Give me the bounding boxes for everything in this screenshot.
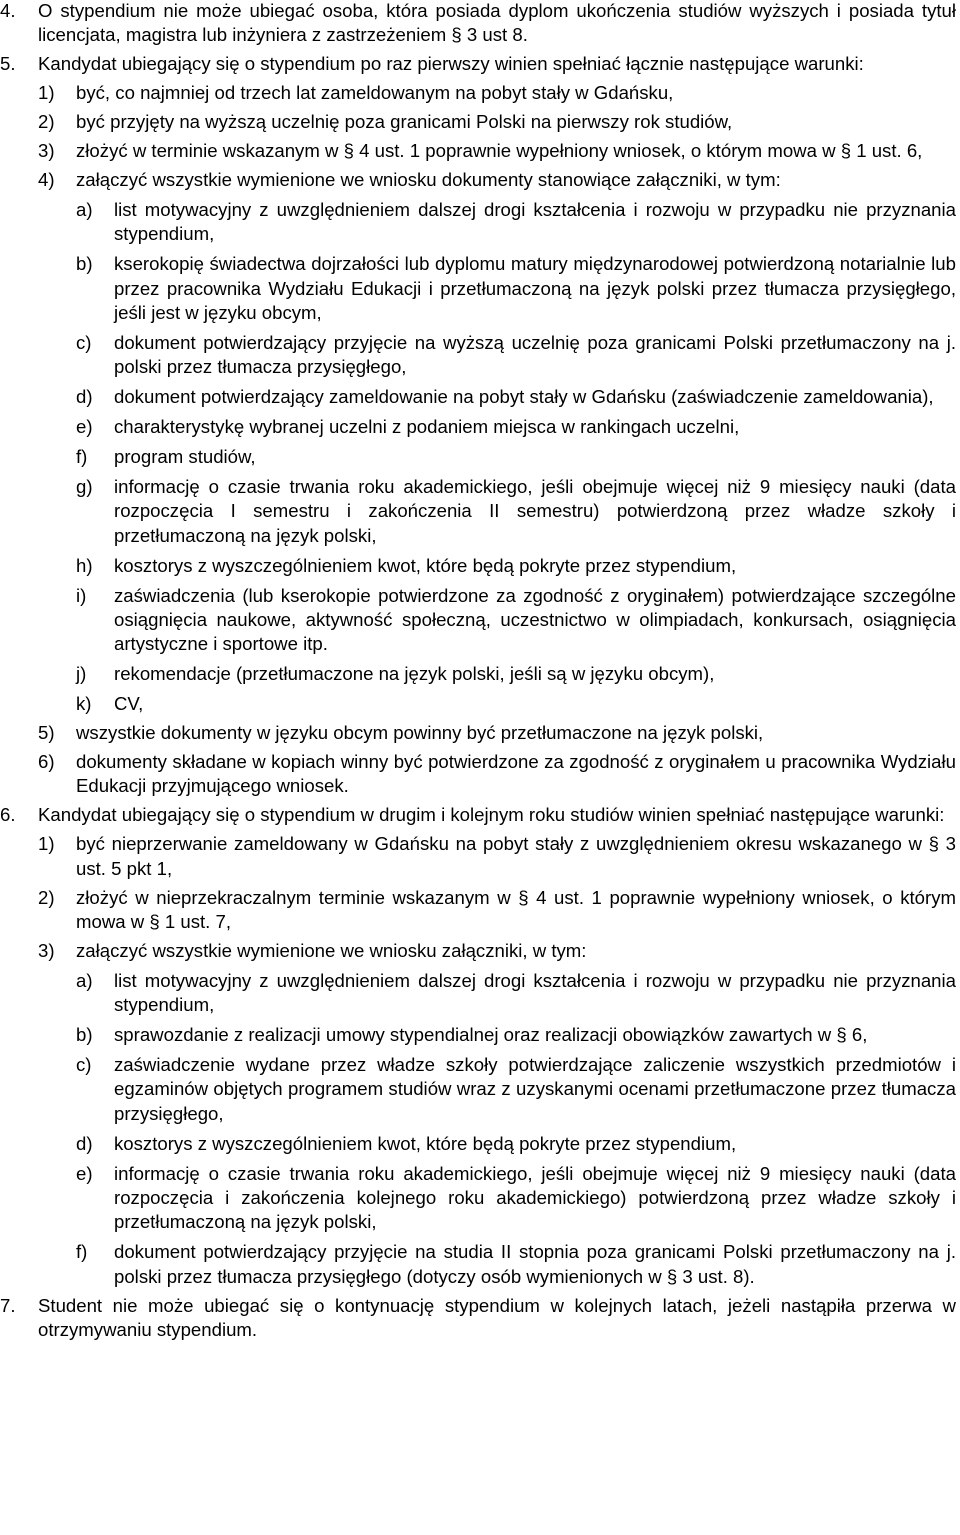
sub-list-item <box>76 445 956 469</box>
paragraph-number: 5. <box>0 53 16 75</box>
sub-list-item-text: CV, <box>114 693 144 715</box>
sub-list-item-letter: j) <box>76 663 87 685</box>
sub-list-item-text: list motywacyjny z uwzględnieniem dalszej drogi kształcenia i rozwoju w przypadku nie przyznania stypendium, <box>114 198 956 245</box>
list-item-number: 6) <box>38 750 55 772</box>
list-item <box>38 832 956 881</box>
sub-list-item <box>76 554 956 578</box>
paragraph-7 <box>0 1294 956 1343</box>
list-item-text: być przyjęty na wyższą uczelnię poza granicami Polski na pierwszy rok studiów, <box>76 111 733 133</box>
paragraph-number: 4. <box>0 0 16 21</box>
paragraph-6 <box>0 803 956 827</box>
sub-list-item-text: zaświadczenia (lub kserokopie potwierdzone za zgodność z oryginałem) potwierdzające szczególne osiągnięcia naukowe, aktywność społeczną, uczestnictwo w olimpiadach, konkursach, osiągnięcia artystyczne i sportowe itp. <box>114 584 956 655</box>
list-item-text: być, co najmniej od trzech lat zameldowanym na pobyt stały w Gdańsku, <box>76 82 674 104</box>
sub-list-item-text: program studiów, <box>114 446 256 467</box>
paragraph-4 <box>0 0 956 48</box>
sub-list-item-text: kosztorys z wyszczególnieniem kwot, które będą pokryte przez stypendium, <box>114 1132 737 1154</box>
paragraph-number: 6. <box>0 804 16 826</box>
list-item <box>38 168 956 192</box>
sub-list-item-letter: b) <box>76 253 93 275</box>
sub-list-item <box>76 1132 956 1156</box>
list-item-number: 2) <box>38 111 55 133</box>
sub-list-item-letter: d) <box>76 386 93 408</box>
sub-list-item-text: zaświadczenie wydane przez władze szkoły potwierdzające zaliczenie wszystkich przedmiotów i egzaminów objętych programem studiów wraz z uzyskanymi ocenami przetłumaczone przez tłumacza przysięgłego, <box>114 1053 956 1124</box>
sub-list-item <box>76 1053 956 1126</box>
list-item-number: 1) <box>38 833 55 855</box>
sub-list-item <box>76 584 956 657</box>
sub-list-item-text: list motywacyjny z uwzględnieniem dalszej drogi kształcenia i rozwoju w przypadku nie przyznania stypendium, <box>114 969 956 1016</box>
list-item-number: 3) <box>38 140 55 162</box>
sub-list-item-letter: h) <box>76 554 93 576</box>
sub-list-item <box>76 1162 956 1235</box>
sub-list-item-text: dokument potwierdzający przyjęcie na wyższą uczelnię poza granicami Polski przetłumaczony na j. polski przez tłumacza przysięgłego, <box>114 331 956 378</box>
sub-list-item-letter: f) <box>76 1241 88 1263</box>
sub-list-item <box>76 385 956 409</box>
sub-list-item-text: informację o czasie trwania roku akademickiego, jeśli obejmuje więcej niż 9 miesięcy nauki (data rozpoczęcia I semestru i zakończenia II semestru) potwierdzoną przez władze szkoły i przetłumaczoną na język polski, <box>114 475 956 546</box>
sub-list-item-text: kosztorys z wyszczególnieniem kwot, które będą pokryte przez stypendium, <box>114 554 737 576</box>
sub-list-item <box>76 662 956 686</box>
paragraph-text: Student nie może ubiegać się o kontynuację stypendium w kolejnych latach, jeżeli nastąpiła przerwa w otrzymywaniu stypendium. <box>38 1294 956 1340</box>
list-item-number: 2) <box>38 886 55 908</box>
sub-list-item-letter: f) <box>76 446 88 467</box>
list-item-number: 1) <box>38 82 55 104</box>
sub-list-item-letter: e) <box>76 416 93 438</box>
sub-list-item <box>76 331 956 380</box>
sub-list-item-letter: c) <box>76 1053 92 1075</box>
list-item <box>38 110 956 134</box>
sub-list-item <box>76 415 956 439</box>
paragraph-number: 7. <box>0 1294 16 1316</box>
list-item-text: być nieprzerwanie zameldowany w Gdańsku na pobyt stały z uwzględnieniem okresu wskazanego w § 3 ust. 5 pkt 1, <box>76 833 956 879</box>
sub-list-item-text: dokument potwierdzający zameldowanie na pobyt stały w Gdańsku (zaświadczenie zameldowania), <box>114 386 934 408</box>
sub-list-item-text: dokument potwierdzający przyjęcie na studia II stopnia poza granicami Polski przetłumaczony na j. polski przez tłumacza przysięgłego (dotyczy osób wymienionych w § 3 ust. 8). <box>114 1241 956 1287</box>
sub-list-item <box>76 252 956 325</box>
sub-list-item-letter: c) <box>76 331 92 353</box>
list-item <box>38 886 956 935</box>
sub-list-item <box>76 1240 956 1289</box>
sub-list-item <box>76 475 956 548</box>
sub-list-item <box>76 1023 956 1047</box>
list-item-text: załączyć wszystkie wymienione we wniosku dokumenty stanowiące załączniki, w tym: <box>76 168 781 190</box>
list-item-number: 3) <box>38 939 55 961</box>
sub-list-item-letter: b) <box>76 1024 93 1046</box>
list-item-number: 5) <box>38 722 55 744</box>
paragraph-5 <box>0 52 956 76</box>
sub-list-item <box>76 969 956 1018</box>
sub-list-item-text: charakterystykę wybranej uczelni z podaniem miejsca w rankingach uczelni, <box>114 416 740 438</box>
list-item-text: dokumenty składane w kopiach winny być potwierdzone za zgodność z oryginałem u pracownika Wydziału Edukacji przyjmującego wniosek. <box>76 750 956 797</box>
list-item <box>38 81 956 105</box>
sub-list-item-letter: d) <box>76 1132 93 1154</box>
list-item-text: wszystkie dokumenty w języku obcym powinny być przetłumaczone na język polski, <box>76 722 764 744</box>
list-item-text: załączyć wszystkie wymienione we wniosku załączniki, w tym: <box>76 939 587 961</box>
sub-list-item-letter: a) <box>76 198 93 220</box>
list-item-number: 4) <box>38 168 55 190</box>
sub-list-item-text: rekomendacje (przetłumaczone na język polski, jeśli są w języku obcym), <box>114 663 715 685</box>
sub-list-item-letter: a) <box>76 969 93 991</box>
sub-list-item <box>76 198 956 247</box>
paragraph-text: O stypendium nie może ubiegać osoba, która posiada dyplom ukończenia studiów wyższych i posiada tytuł licencjata, magistra lub inżyniera z zastrzeżeniem § 3 ust 8. <box>38 0 956 46</box>
sub-list-item-letter: k) <box>76 693 92 715</box>
list-item <box>38 750 956 799</box>
paragraph-text: Kandydat ubiegający się o stypendium w drugim i kolejnym roku studiów winien spełniać następujące warunki: <box>38 804 945 826</box>
sub-list-item-text: kserokopię świadectwa dojrzałości lub dyplomu matury międzynarodowej potwierdzoną notarialnie lub przez pracownika Wydziału Edukacji i przetłumaczoną na język polski przez tłumacza przysięgłego, jeśli jest w języku obcym, <box>114 253 956 323</box>
paragraph-text: Kandydat ubiegający się o stypendium po raz pierwszy winien spełniać łącznie następujące warunki: <box>38 53 864 75</box>
sub-list-item-letter: i) <box>76 584 87 606</box>
list-item-text: złożyć w nieprzekraczalnym terminie wskazanym w § 4 ust. 1 poprawnie wypełniony wniosek, o którym mowa w § 1 ust. 7, <box>76 886 956 932</box>
sub-list-item-text: informację o czasie trwania roku akademickiego, jeśli obejmuje więcej niż 9 miesięcy nauki (data rozpoczęcia i zakończenia kolejnego roku akademickiego) potwierdzoną przez władze szkoły i przetłumaczoną na język polski, <box>114 1162 956 1233</box>
list-item <box>38 721 956 745</box>
sub-list-item-text: sprawozdanie z realizacji umowy stypendialnej oraz realizacji obowiązków zawartych w § 6, <box>114 1024 868 1046</box>
sub-list-item-letter: g) <box>76 475 93 497</box>
sub-list-item-letter: e) <box>76 1162 93 1184</box>
list-item <box>38 939 956 963</box>
list-item-text: złożyć w terminie wskazanym w § 4 ust. 1 poprawnie wypełniony wniosek, o którym mowa w § 1 ust. 6, <box>76 140 923 162</box>
sub-list-item <box>76 692 956 716</box>
list-item <box>38 139 956 163</box>
